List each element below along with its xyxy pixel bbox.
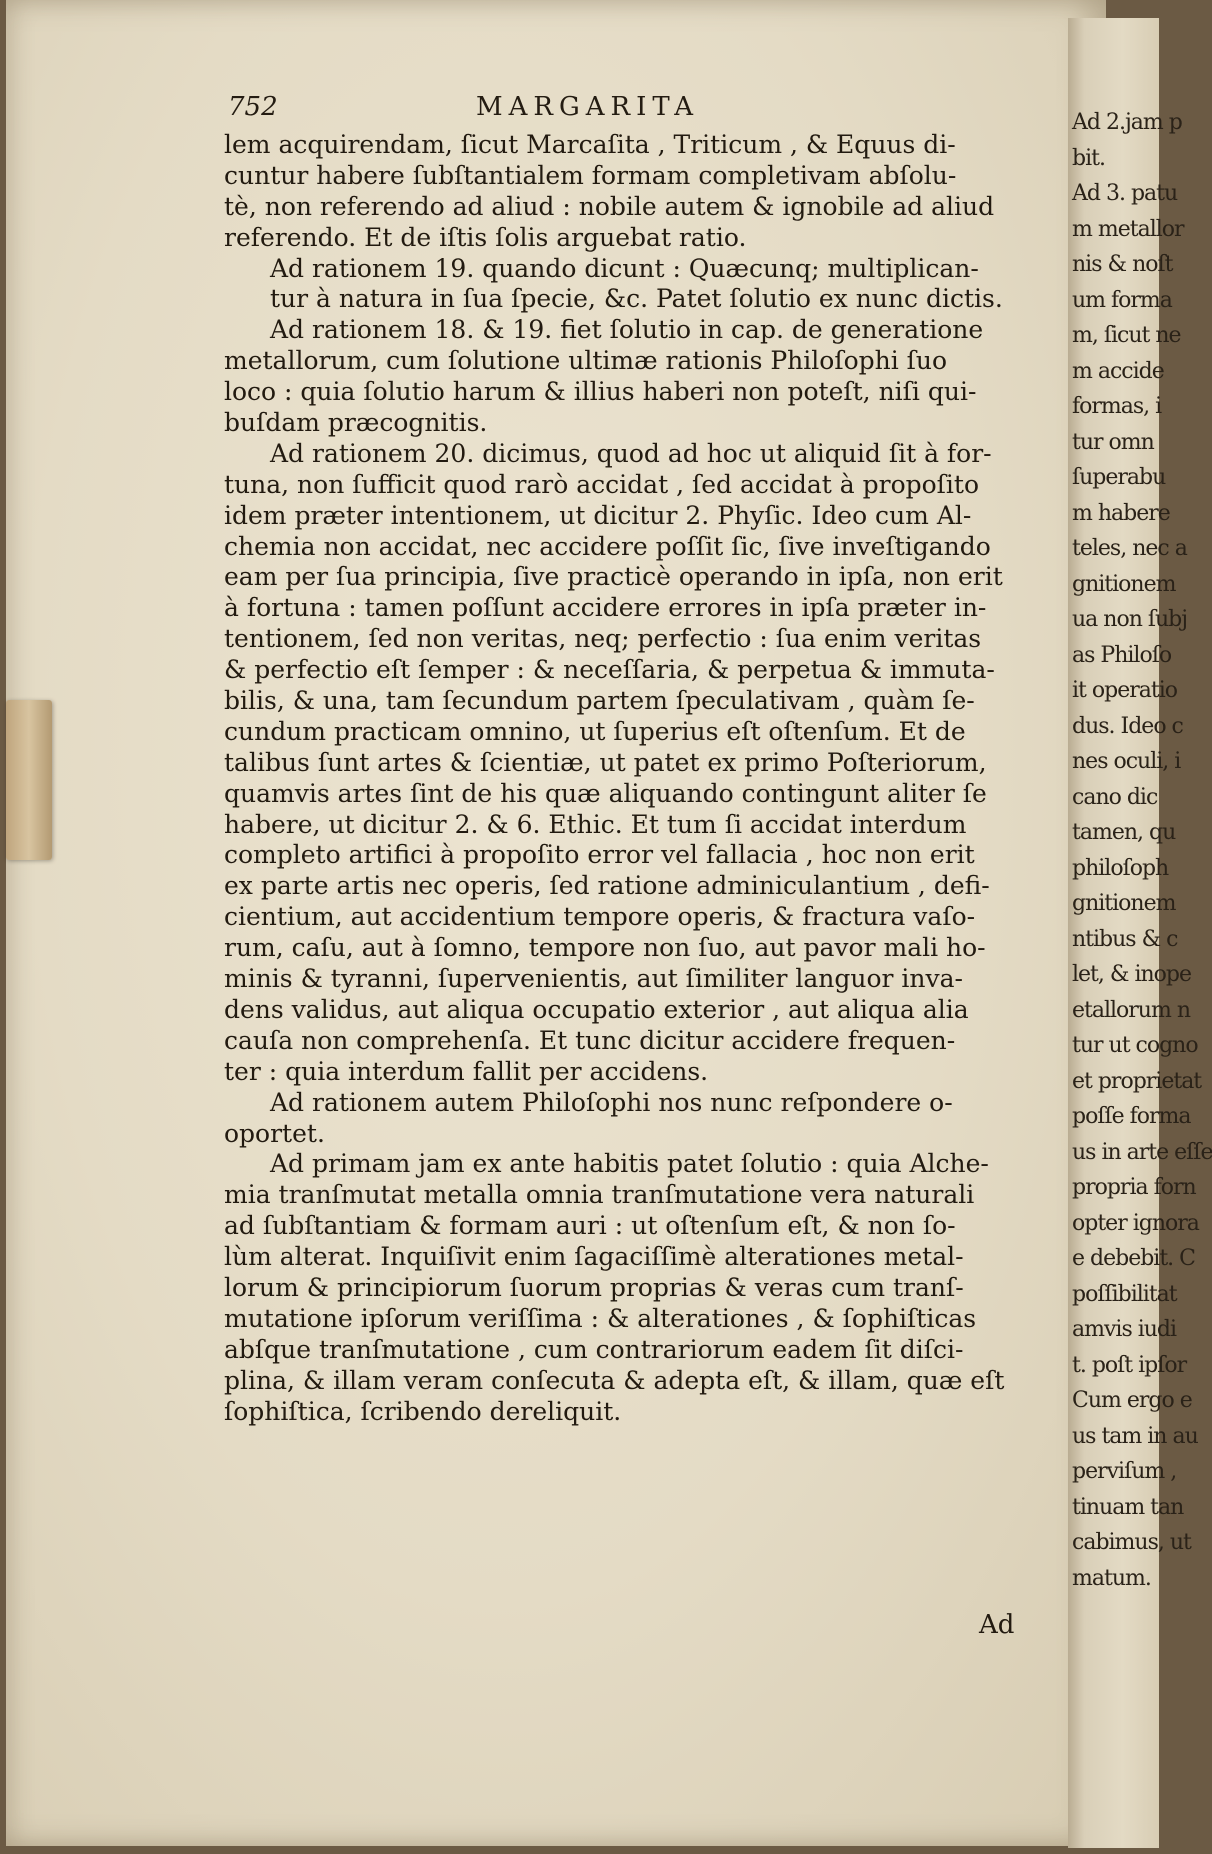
text-line: minis & tyranni, ſupervenientis, aut ſimiliter languor inva- bbox=[224, 964, 963, 994]
text-line: abſque tranſmutatione , cum contrariorum eadem ſit diſci- bbox=[224, 1334, 964, 1364]
facing-page-line: perviſum , bbox=[1072, 1459, 1177, 1484]
text-line: chemia non accidat, nec accidere poſſit ſic, ſive inveſtigando bbox=[224, 531, 991, 561]
text-line: quamvis artes ſint de his quæ aliquando contingunt aliter ſe bbox=[224, 778, 987, 808]
facing-page-line: ſuperabu bbox=[1072, 465, 1166, 490]
text-line: completo artifici à propoſito error vel fallacia , hoc non erit bbox=[224, 840, 975, 870]
facing-page-line: poſſibilitat bbox=[1072, 1281, 1177, 1307]
facing-page-line: it operatio bbox=[1072, 678, 1177, 703]
text-line: lùm alterat. Inquiſivit enim ſagaciſſimè alterationes metal- bbox=[224, 1242, 964, 1272]
facing-page-line: Cum ergo e bbox=[1072, 1388, 1192, 1413]
text-line: referendo. Et de iſtis ſolis arguebat ratio. bbox=[224, 222, 747, 252]
text-line: idem præter intentionem, ut dicitur 2. Phyſic. Ideo cum Al- bbox=[224, 500, 972, 530]
facing-page-line: m accide bbox=[1072, 358, 1164, 384]
running-title: MARGARITA bbox=[476, 92, 700, 122]
facing-page-line: matum. bbox=[1072, 1565, 1151, 1591]
facing-page-line: formas, i bbox=[1072, 394, 1162, 419]
facing-page-line: gnitionem bbox=[1072, 571, 1176, 597]
facing-page-line: etallorum n bbox=[1072, 997, 1191, 1023]
facing-page-line: nis & noſt bbox=[1072, 252, 1173, 277]
facing-page-line: us tam in au bbox=[1072, 1423, 1198, 1449]
text-line: lem acquirendam, ſicut Marcaſita , Triticum , & Equus di- bbox=[224, 130, 956, 159]
text-line: Ad primam jam ex ante habitis patet ſolutio : quia Alche- bbox=[270, 1149, 989, 1179]
text-line: cundum practicam omnino, ut ſuperius eſt oſtenſum. Et de bbox=[224, 716, 966, 746]
text-line: mutatione ipſorum veriſſima : & alterationes , & ſophiſticas bbox=[224, 1303, 977, 1333]
text-line: Ad rationem autem Philoſophi nos nunc reſpondere o- bbox=[270, 1087, 953, 1117]
facing-page-line: opter ignora bbox=[1072, 1210, 1199, 1236]
text-line: eam per ſua principia, ſive practicè operando in ipſa, non erit bbox=[224, 562, 1003, 592]
text-line: habere, ut dicitur 2. & 6. Ethic. Et tum ſi accidat interdum bbox=[224, 809, 967, 839]
facing-page-line: poſſe forma bbox=[1072, 1104, 1191, 1129]
facing-page-line: tamen, qu bbox=[1072, 820, 1176, 845]
facing-page-line: as Philoſo bbox=[1072, 642, 1172, 668]
text-line: tè, non referendo ad aliud : nobile autem & ignobile ad aliud bbox=[224, 191, 995, 221]
facing-page-line: m habere bbox=[1072, 500, 1170, 526]
text-line: ſophiſtica, ſcribendo dereliquit. bbox=[224, 1396, 622, 1426]
text-line: tentionem, ſed non veritas, neq; perfectio : ſua enim veritas bbox=[224, 624, 982, 654]
facing-page-line: m, ſicut ne bbox=[1072, 323, 1181, 348]
facing-page-line: gnitionem bbox=[1072, 891, 1176, 916]
facing-page-line: philoſoph bbox=[1072, 855, 1169, 881]
facing-page-line: nes oculi, i bbox=[1072, 749, 1181, 774]
text-line: ad ſubſtantiam & formam auri : ut oſtenſum eſt, & non ſo- bbox=[224, 1211, 956, 1241]
facing-page-line: Ad 3. patu bbox=[1072, 181, 1178, 206]
facing-page-line: ua non ſubj bbox=[1072, 607, 1188, 632]
text-line: talibus ſunt artes & ſcientiæ, ut patet ex primo Poſteriorum, bbox=[224, 747, 987, 777]
facing-page bbox=[1068, 18, 1212, 1848]
text-line: tuna, non ſufficit quod rarò accidat , ſed accidat à propoſito bbox=[224, 469, 980, 499]
facing-page-line: e debebit. C bbox=[1072, 1246, 1195, 1271]
facing-page-line: um forma bbox=[1072, 287, 1172, 313]
text-line: metallorum, cum ſolutione ultimæ rationis Philoſophi ſuo bbox=[224, 346, 948, 376]
text-line: mia tranſmutat metalla omnia tranſmutatione vera naturali bbox=[224, 1180, 975, 1210]
text-line: à fortuna : tamen poſſunt accidere errores in ipſa præter in- bbox=[224, 593, 987, 623]
text-line: tur à natura in ſua ſpecie, &c. Patet ſolutio ex nunc dictis. bbox=[270, 284, 1003, 314]
text-line: Ad rationem 20. dicimus, quod ad hoc ut aliquid ſit à for- bbox=[270, 438, 992, 468]
facing-page-line: tur ut cogno bbox=[1072, 1033, 1198, 1058]
text-line: Ad rationem 19. quando dicunt : Quæcunq; multiplican- bbox=[270, 253, 979, 283]
text-line: lorum & principiorum ſuorum proprias & veras cum tranſ- bbox=[224, 1272, 964, 1302]
facing-page-line: bit. bbox=[1072, 145, 1105, 171]
text-line: cuntur habere ſubſtantialem formam completivam abſolu- bbox=[224, 160, 957, 190]
facing-page-line: teles, nec a bbox=[1072, 536, 1187, 561]
facing-page-line: let, & inope bbox=[1072, 962, 1192, 987]
text-line: dens validus, aut aliqua occupatio exterior , aut aliqua alia bbox=[224, 994, 969, 1024]
facing-page-line: Ad 2.jam p bbox=[1072, 110, 1182, 135]
facing-page-line: ntibus & c bbox=[1072, 926, 1178, 952]
facing-page-line: et proprietat bbox=[1072, 1068, 1202, 1094]
text-line: & perfectio eſt ſemper : & neceſſaria, & perpetua & immuta- bbox=[224, 655, 995, 685]
book-page bbox=[6, 0, 1106, 1846]
facing-page-line: dus. Ideo c bbox=[1072, 713, 1183, 739]
page-header bbox=[228, 92, 828, 128]
text-line: Ad rationem 18. & 19. fiet ſolutio in cap. de generatione bbox=[270, 315, 984, 345]
text-line: ter : quia interdum fallit per accidens. bbox=[224, 1056, 709, 1086]
binding-tab bbox=[6, 700, 52, 860]
text-line: rum, caſu, aut à ſomno, tempore non ſuo, aut pavor mali ho- bbox=[224, 933, 986, 963]
text-line: cauſa non comprehenſa. Et tunc dicitur accidere frequen- bbox=[224, 1025, 956, 1055]
catchword: Ad bbox=[979, 1610, 1015, 1640]
facing-page-line: t. poſt ipſor bbox=[1072, 1352, 1187, 1378]
text-line: plina, & illam veram conſecuta & adepta eſt, & illam, quæ eſt bbox=[224, 1365, 1005, 1395]
text-line: cientium, aut accidentium tempore operis, & fractura vaſo- bbox=[224, 902, 976, 932]
facing-page-line: tur omn bbox=[1072, 429, 1154, 455]
facing-page-line: cabimus, ut bbox=[1072, 1530, 1191, 1555]
text-line: ex parte artis nec operis, ſed ratione adminiculantium , defi- bbox=[224, 871, 990, 901]
text-line: bilis, & una, tam ſecundum partem ſpeculativam , quàm ſe- bbox=[224, 686, 975, 716]
facing-page-line: tinuam tan bbox=[1072, 1494, 1184, 1520]
facing-page-line: propria forn bbox=[1072, 1175, 1196, 1200]
text-line: buſdam præcognitis. bbox=[224, 408, 488, 438]
facing-page-line: amvis iudi bbox=[1072, 1317, 1177, 1342]
text-line: oportet. bbox=[224, 1118, 325, 1148]
page-number: 752 bbox=[228, 92, 278, 122]
text-line: loco : quia ſolutio harum & illius haberi non poteſt, niſi qui- bbox=[224, 377, 977, 407]
facing-page-line: m metallor bbox=[1072, 216, 1184, 242]
facing-page-line: us in arte eſſe bbox=[1072, 1139, 1212, 1165]
body-text bbox=[224, 130, 1032, 1427]
facing-page-line: cano dic bbox=[1072, 784, 1158, 810]
